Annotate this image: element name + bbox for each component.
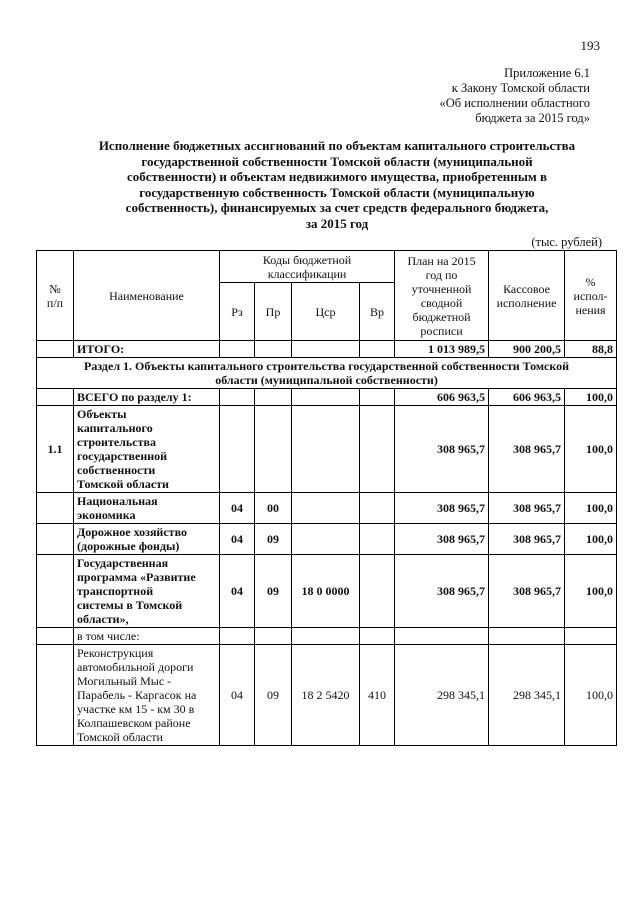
table-row bbox=[37, 389, 617, 406]
row-cash: 308 965,7 bbox=[489, 493, 565, 524]
row-csr: 18 0 0000 bbox=[292, 555, 360, 628]
row-cash: 308 965,7 bbox=[489, 524, 565, 555]
row-pct: 100,0 bbox=[565, 524, 617, 555]
appendix-line: к Закону Томской области bbox=[451, 81, 590, 95]
row-rz bbox=[220, 389, 255, 406]
row-pr bbox=[255, 389, 292, 406]
appendix-line: «Об исполнении областного bbox=[439, 96, 590, 110]
row-name: Дорожное хозяйство (дорожные фонды) bbox=[74, 524, 220, 555]
row-cash bbox=[489, 628, 565, 645]
row-vr bbox=[360, 389, 395, 406]
appendix-note bbox=[330, 66, 590, 126]
row-num bbox=[37, 645, 74, 746]
row-num bbox=[37, 389, 74, 406]
table-row bbox=[37, 493, 617, 524]
row-vr bbox=[360, 406, 395, 493]
row-pct: 100,0 bbox=[565, 645, 617, 746]
table-row bbox=[37, 628, 617, 645]
header-vr: Вр bbox=[360, 283, 395, 341]
row-name: в том числе: bbox=[74, 628, 220, 645]
budget-table bbox=[36, 250, 617, 746]
header-pct: % испол- нения bbox=[565, 251, 617, 341]
total-row bbox=[37, 341, 617, 358]
title-line: Исполнение бюджетных ассигнований по объектам капитального строительства bbox=[98, 138, 576, 153]
row-pr: 09 bbox=[255, 555, 292, 628]
header-pr: Пр bbox=[255, 283, 292, 341]
row-pr: 09 bbox=[255, 524, 292, 555]
total-plan: 1 013 989,5 bbox=[395, 341, 489, 358]
title-line: за 2015 год bbox=[305, 215, 369, 231]
row-num bbox=[37, 555, 74, 628]
row-csr bbox=[292, 389, 360, 406]
row-pr bbox=[255, 406, 292, 493]
units-label: (тыс. рублей) bbox=[531, 235, 602, 249]
row-plan: 308 965,7 bbox=[395, 493, 489, 524]
document-title bbox=[72, 138, 602, 231]
total-cash: 900 200,5 bbox=[489, 341, 565, 358]
row-num bbox=[37, 493, 74, 524]
row-name: Государственная программа «Развитие транспортной системы в Томской области», bbox=[74, 555, 220, 628]
row-num bbox=[37, 628, 74, 645]
row-rz: 04 bbox=[220, 524, 255, 555]
row-pr bbox=[255, 628, 292, 645]
header-name: Наименование bbox=[74, 251, 220, 341]
row-name: Объекты капитального строительства государственной собственности Томской области bbox=[74, 406, 220, 493]
total-pct: 88,8 bbox=[565, 341, 617, 358]
table-row bbox=[37, 524, 617, 555]
header-rz: Рз bbox=[220, 283, 255, 341]
row-cash: 308 965,7 bbox=[489, 406, 565, 493]
row-csr bbox=[292, 493, 360, 524]
row-pr: 09 bbox=[255, 645, 292, 746]
row-name: Национальная экономика bbox=[74, 493, 220, 524]
row-plan: 308 965,7 bbox=[395, 524, 489, 555]
row-name: Реконструкция автомобильной дороги Могильный Мыс - Парабель - Каргасок на участке км 15 - км 30 в Колпашевском районе Томской области bbox=[74, 645, 220, 746]
row-plan: 308 965,7 bbox=[395, 406, 489, 493]
row-vr bbox=[360, 555, 395, 628]
section-row bbox=[37, 358, 617, 389]
row-plan: 298 345,1 bbox=[395, 645, 489, 746]
row-pct: 100,0 bbox=[565, 406, 617, 493]
row-plan: 308 965,7 bbox=[395, 555, 489, 628]
row-rz bbox=[220, 628, 255, 645]
row-csr bbox=[292, 524, 360, 555]
header-csr: Цср bbox=[292, 283, 360, 341]
row-csr bbox=[292, 628, 360, 645]
row-rz bbox=[220, 406, 255, 493]
header-codes: Коды бюджетной классификации bbox=[220, 251, 395, 283]
row-vr: 410 bbox=[360, 645, 395, 746]
row-cash: 606 963,5 bbox=[489, 389, 565, 406]
row-pct: 100,0 bbox=[565, 493, 617, 524]
title-line: собственности) и объектам недвижимого имущества, приобретенным в bbox=[127, 169, 547, 184]
title-line: государственную собственность Томской области (муниципальную bbox=[139, 184, 535, 200]
row-num: 1.1 bbox=[37, 406, 74, 493]
page-number: 193 bbox=[580, 38, 600, 53]
header-plan: План на 2015 год по уточненной сводной бюджетной росписи bbox=[395, 251, 489, 341]
row-cash: 308 965,7 bbox=[489, 555, 565, 628]
total-label: ИТОГО: bbox=[74, 341, 220, 358]
header-cash: Кассовое исполнение bbox=[489, 251, 565, 341]
table-row bbox=[37, 406, 617, 493]
title-line: государственной собственности Томской области (муниципальной bbox=[141, 153, 533, 169]
table-row bbox=[37, 645, 617, 746]
table-row bbox=[37, 555, 617, 628]
row-csr bbox=[292, 406, 360, 493]
row-pct bbox=[565, 628, 617, 645]
row-num bbox=[37, 524, 74, 555]
row-csr: 18 2 5420 bbox=[292, 645, 360, 746]
row-vr bbox=[360, 524, 395, 555]
row-plan bbox=[395, 628, 489, 645]
row-rz: 04 bbox=[220, 493, 255, 524]
row-plan: 606 963,5 bbox=[395, 389, 489, 406]
section-title: Раздел 1. Объекты капитального строительства государственной собственности Томской области (муниципальной собственности) bbox=[37, 358, 617, 389]
row-rz: 04 bbox=[220, 555, 255, 628]
row-cash: 298 345,1 bbox=[489, 645, 565, 746]
title-line: собственность), финансируемых за счет средств федерального бюджета, bbox=[125, 200, 549, 215]
row-pct: 100,0 bbox=[565, 389, 617, 406]
appendix-line: Приложение 6.1 bbox=[504, 66, 590, 80]
row-vr bbox=[360, 493, 395, 524]
appendix-line: бюджета за 2015 год» bbox=[475, 111, 590, 125]
header-num: № п/п bbox=[37, 251, 74, 341]
row-rz: 04 bbox=[220, 645, 255, 746]
row-name: ВСЕГО по разделу 1: bbox=[74, 389, 220, 406]
row-pct: 100,0 bbox=[565, 555, 617, 628]
row-pr: 00 bbox=[255, 493, 292, 524]
row-vr bbox=[360, 628, 395, 645]
